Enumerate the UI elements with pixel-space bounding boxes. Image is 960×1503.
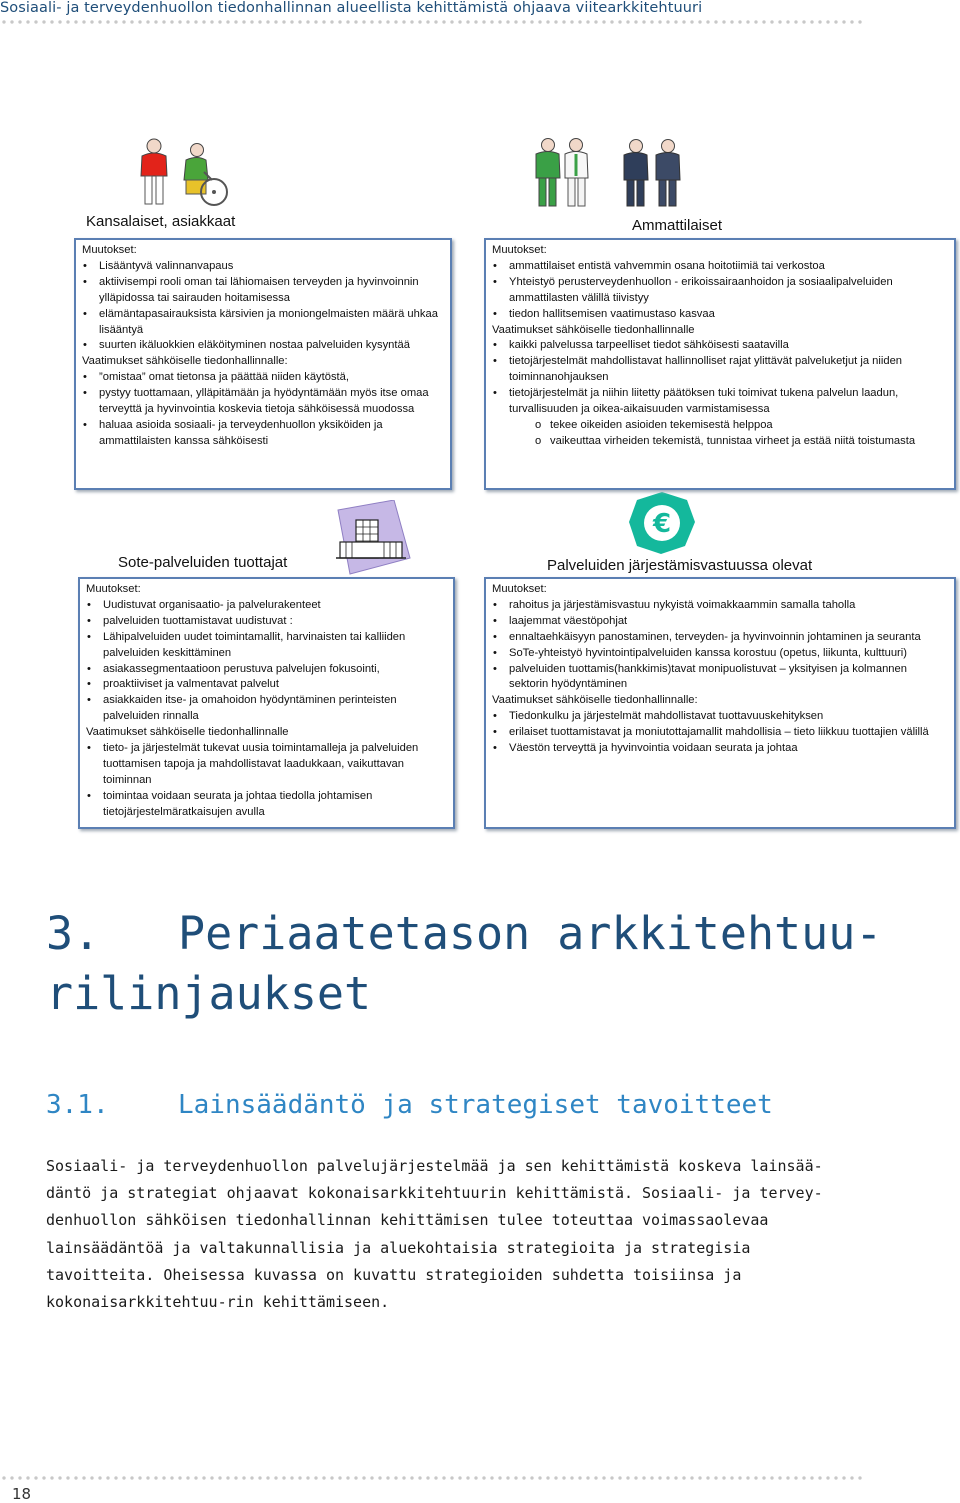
- list-item: • erilaiset tuottamistavat ja moniutottajamallit mahdollisia – tieto liikkuu tuottajien välillä: [492, 725, 949, 741]
- list-item: • rahoitus ja järjestämisvastuu nykyistä voimakkaammin samalla taholla: [492, 598, 949, 614]
- professionals-requirements-heading: Vaatimukset sähköiselle tiedonhallinnalle: [492, 323, 695, 336]
- section-heading: [46, 1090, 773, 1120]
- list-item: • proaktiiviset ja valmentavat palvelut: [86, 677, 448, 693]
- producers-title: Sote-palveluiden tuottajat: [118, 554, 288, 571]
- list-item: • Uudistuvat organisaatio- ja palvelurakenteet: [86, 598, 448, 614]
- list-subitem: o vaikeuttaa virheiden tekemistä, tunnistaa virheet ja estää niitä toistumasta: [492, 434, 949, 450]
- body-paragraph: Sosiaali- ja terveydenhuollon palvelujärjestelmää ja sen kehittämistä koskeva lainsää-däntö ja strategiat ohjaavat kokonaisarkkitehtuurin kehittämistä. Sosiaali- ja tervey-denhuollon sähköisen tiedonhallinnan kehittämisen tulee toteuttaa voimassaolevaa lainsäädäntöä ja valtakunnallisia ja aluekohtaisia strategioita ja strategisia tavoitteita. Oheisessa kuvassa on kuvattu strategioiden suhdetta toisiinsa ja kokonaisarkkitehtuu-rin kehittämiseen.: [46, 1157, 823, 1312]
- footer-dotted-rule: [0, 1476, 862, 1480]
- citizens-changes-list: [82, 259, 445, 354]
- chapter-heading: [46, 904, 906, 1024]
- professionals-changes-heading: Muutokset:: [492, 244, 547, 256]
- list-item: • elämäntapasairauksista kärsivien ja moniongelmaisten määrä uhkaa lisääntyä: [82, 307, 445, 339]
- list-item: • suurten ikäluokkien eläköityminen nostaa palveluiden kysyntää: [82, 338, 445, 354]
- organizers-requirements-heading: Vaatimukset sähköiselle tiedonhallinnalle:: [492, 694, 698, 707]
- professionals-people-icon: [528, 136, 690, 210]
- citizens-changes-heading: Muutokset:: [82, 244, 137, 256]
- professionals-box: [484, 238, 956, 490]
- running-head: Sosiaali- ja terveydenhuollon tiedonhallinnan alueellista kehittämistä ohjaava viitearkkitehtuuri: [0, 0, 703, 16]
- list-item: • Tiedonkulku ja järjestelmät mahdollistavat tuottavuuskehityksen: [492, 709, 949, 725]
- list-item: • Väestön terveyttä ja hyvinvointia voidaan seurata ja johtaa: [492, 741, 949, 757]
- citizens-box: [74, 238, 452, 490]
- euro-icon: [625, 488, 699, 558]
- list-item: • kaikki palvelussa tarpeelliset tiedot sähköisesti saatavilla: [492, 338, 949, 354]
- professionals-changes-list: [492, 259, 949, 323]
- building-icon: [332, 500, 412, 576]
- producers-changes-heading: Muutokset:: [86, 583, 141, 595]
- list-subitem: o tekee oikeiden asioiden tekemisestä helppoa: [492, 418, 949, 434]
- list-item: • tiedon hallitsemisen vaatimustaso kasvaa: [492, 307, 949, 323]
- svg-text:€: €: [652, 509, 672, 539]
- citizens-title: Kansalaiset, asiakkaat: [86, 213, 236, 230]
- chapter-number: 3.: [46, 907, 101, 960]
- citizens-requirements-heading: Vaatimukset sähköiselle tiedonhallinnalle:: [82, 355, 288, 368]
- organizers-box: [484, 577, 956, 829]
- professionals-title: Ammattilaiset: [632, 217, 723, 234]
- organizers-changes-heading: Muutokset:: [492, 583, 547, 595]
- producers-requirements-list: [86, 741, 448, 821]
- list-item: • asiakkaiden itse- ja omahoidon hyödyntäminen perinteisten palveluiden rinnalla: [86, 693, 448, 725]
- list-item: • laajemmat väestöpohjat: [492, 614, 949, 630]
- list-item: • SoTe-yhteistyö hyvintointipalveluiden kanssa korostuu (opetus, liikunta, kulttuuri): [492, 646, 949, 662]
- section-number: 3.1.: [46, 1090, 109, 1120]
- chapter-title: Periaatetason arkkitehtuu-rilinjaukset: [46, 907, 883, 1020]
- list-item: • toimintaa voidaan seurata ja johtaa tiedolla johtamisen tietojärjestelmäratkaisujen avulla: [86, 789, 448, 821]
- list-item: • palveluiden tuottamis(hankkimis)tavat monipuolistuvat – yksityisen ja kolmannen sektorin hyödyntäminen: [492, 662, 949, 694]
- producers-changes-list: [86, 598, 448, 725]
- citizens-people-icon: [134, 136, 234, 208]
- list-item: • aktiivisempi rooli oman tai lähiomaisen terveyden ja hyvinvoinnin ylläpidossa tai sairauden hoitamisessa: [82, 275, 445, 307]
- list-item: • tietojärjestelmät ja niihin liitetty päätöksen tuki toimivat tukena palvelun laadun, turvallisuuden ja oikea-aikaisuuden varmistamisessa: [492, 386, 949, 418]
- professionals-requirements-list: [492, 338, 949, 449]
- list-item: • Lisääntyvä valinnanvapaus: [82, 259, 445, 275]
- list-item: • tietojärjestelmät mahdollistavat hallinnolliset rajat ylittävät palveluketjut ja niiden toiminnanohjauksen: [492, 354, 949, 386]
- list-item: • palveluiden tuottamistavat uudistuvat :: [86, 614, 448, 630]
- list-item: • ”omistaa” omat tietonsa ja päättää niiden käytöstä,: [82, 370, 445, 386]
- organizers-requirements-list: [492, 709, 949, 757]
- citizens-requirements-list: [82, 370, 445, 450]
- list-item: • ammattilaiset entistä vahvemmin osana hoitotiimiä tai verkostoa: [492, 259, 949, 275]
- list-item: • pystyy tuottamaan, ylläpitämään ja hyödyntämään myös itse omaa terveyttä ja hyvinvointia koskevia tietoja sähköisessä muodossa: [82, 386, 445, 418]
- producers-box: [78, 577, 455, 829]
- list-item: • Lähipalveluiden uudet toimintamallit, harvinaisten tai kalliiden palveluiden keskittäminen: [86, 630, 448, 662]
- organizers-title: Palveluiden järjestämisvastuussa olevat: [547, 557, 813, 574]
- section-title: Lainsäädäntö ja strategiset tavoitteet: [178, 1090, 773, 1120]
- list-item: • tieto- ja järjestelmät tukevat uusia toimintamalleja ja palveluiden tuottamisen tapoja ja mahdollistavat laadukkaan, vaikuttavan toiminnan: [86, 741, 448, 789]
- list-item: • haluaa asioida sosiaali- ja terveydenhuollon yksiköiden ja ammattilaisten kanssa sähköisesti: [82, 418, 445, 450]
- list-item: • ennaltaehkäisyyn panostaminen, terveyden- ja hyvinvoinnin johtaminen ja seuranta: [492, 630, 949, 646]
- producers-requirements-heading: Vaatimukset sähköiselle tiedonhallinnalle: [86, 726, 289, 739]
- list-item: • Yhteistyö perusterveydenhuollon - erikoissairaanhoidon ja sosiaalipalveluiden ammattilasten välillä tiivistyy: [492, 275, 949, 307]
- header-dotted-rule: [0, 20, 862, 24]
- organizers-changes-list: [492, 598, 949, 693]
- list-item: • asiakassegmentaatioon perustuva palvelujen fokusointi,: [86, 662, 448, 678]
- page-number: 18: [12, 1485, 32, 1503]
